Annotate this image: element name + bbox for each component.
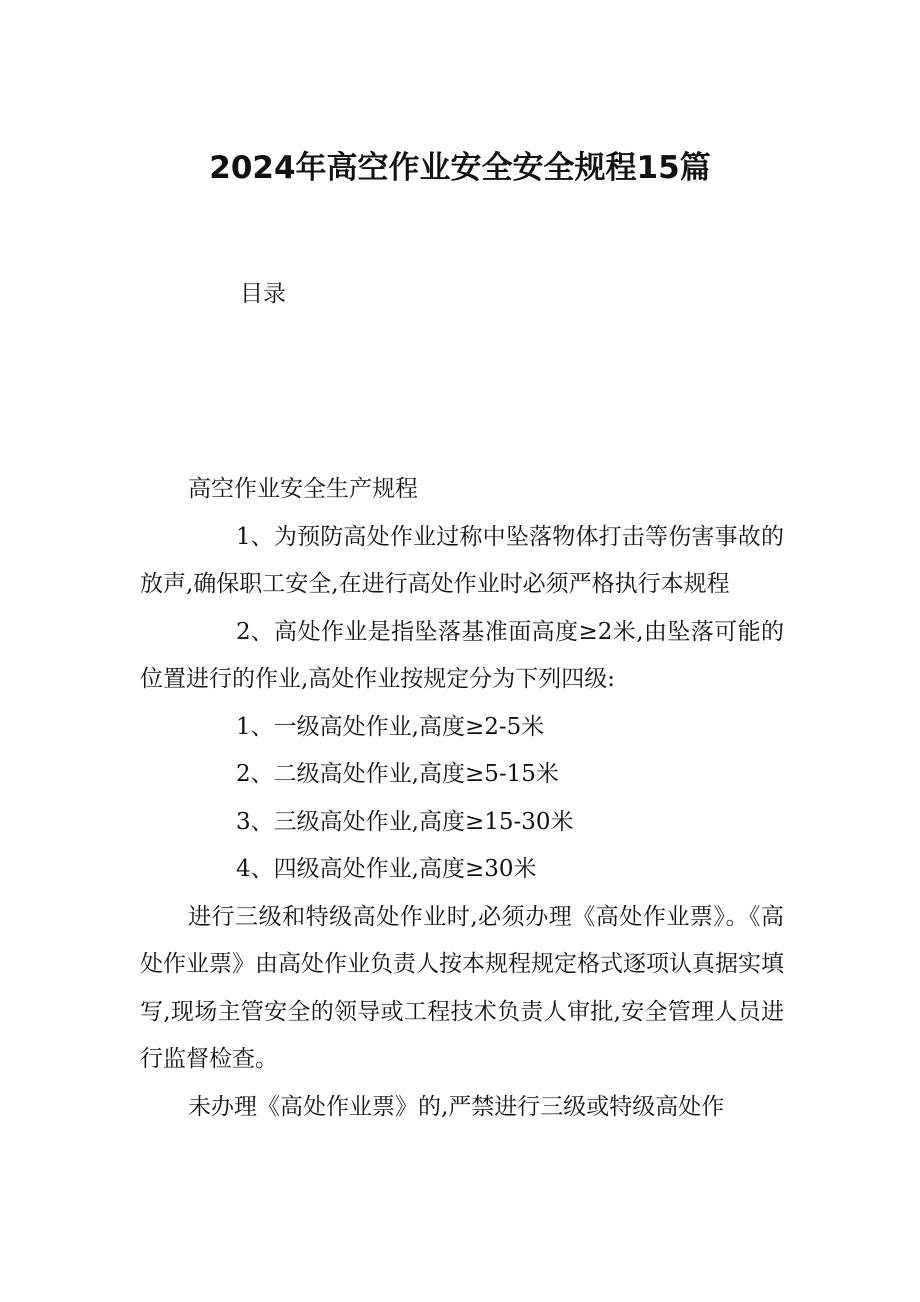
paragraph-work-permit: 进行三级和特级高处作业时,必须办理《高处作业票》。《高处作业票》由高处作业负责人按本规程规定格式逐项认真据实填写,现场主管安全的领导或工程技术负责人审批,安全管理人员进行监督检查。 <box>140 903 784 1072</box>
level-number: 3、 <box>236 808 274 835</box>
level-item-2 <box>140 751 784 799</box>
toc-label: 目录 <box>240 281 286 307</box>
paragraph-text: 高处作业是指坠落基准面高度≥2米,由坠落可能的位置进行的作业,高处作业按规定分为下列四级: <box>140 618 784 692</box>
paragraph-2 <box>140 609 784 704</box>
level-number: 2、 <box>236 761 274 787</box>
paragraph-number: 1、 <box>236 523 274 550</box>
level-text: 三级高处作业,高度≥15-30米 <box>273 808 574 835</box>
level-text: 一级高处作业,高度≥2-5米 <box>273 713 545 740</box>
level-text: 二级高处作业,高度≥5-15米 <box>273 761 559 787</box>
level-item-1 <box>140 704 784 752</box>
level-text: 四级高处作业,高度≥30米 <box>273 856 537 882</box>
paragraph-1 <box>140 514 784 609</box>
level-item-3 <box>140 799 784 847</box>
paragraph-prohibition: 未办理《高处作业票》的,严禁进行三级或特级高处作 <box>188 1093 725 1120</box>
paragraph-text: 为预防高处作业过称中坠落物体打击等伤害事故的放声,确保职工安全,在进行高处作业时必须严格执行本规程 <box>140 523 784 597</box>
document-body <box>140 466 784 1131</box>
document-title: 2024年高空作业安全安全规程15篇 <box>209 150 711 186</box>
level-number: 1、 <box>236 713 274 740</box>
level-item-4 <box>140 846 784 894</box>
paragraph-number: 2、 <box>236 618 274 645</box>
section-heading: 高空作业安全生产规程 <box>188 476 418 502</box>
level-number: 4、 <box>236 856 274 882</box>
